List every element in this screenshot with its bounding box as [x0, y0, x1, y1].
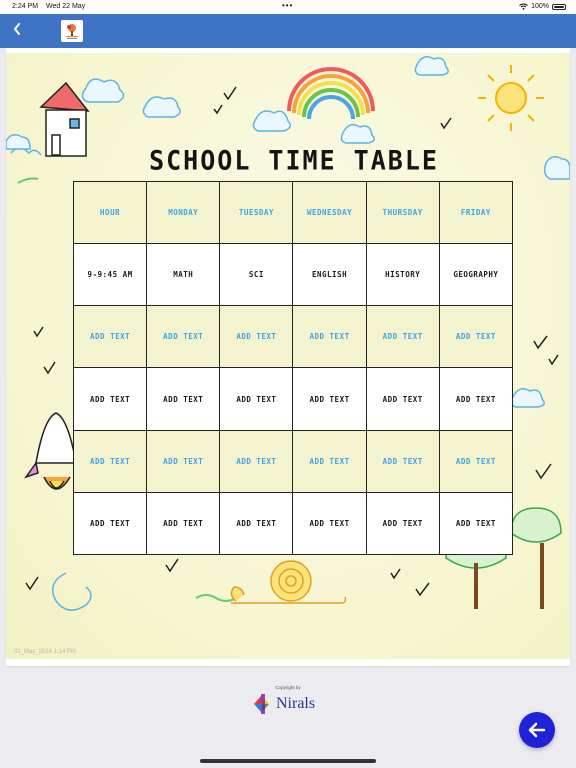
table-cell: ENGLISH	[293, 244, 366, 306]
snail-doodle	[231, 561, 346, 603]
table-cell: ADD TEXT	[366, 368, 439, 430]
timetable-grid	[73, 181, 513, 555]
timetable-title: SCHOOL TIME TABLE	[149, 145, 439, 176]
table-header-row	[74, 182, 513, 244]
table-cell: MATH	[147, 244, 220, 306]
table-cell: ADD TEXT	[147, 368, 220, 430]
table-row	[74, 492, 513, 554]
brand-logo	[252, 690, 315, 718]
table-cell: ADD TEXT	[293, 492, 366, 554]
table-cell: ADD TEXT	[220, 492, 293, 554]
battery-percent: 100%	[531, 3, 549, 10]
table-cell: ADD TEXT	[74, 306, 147, 368]
wifi-icon	[519, 3, 528, 10]
table-cell: ADD TEXT	[293, 430, 366, 492]
table-cell: ADD TEXT	[147, 306, 220, 368]
table-cell: ADD TEXT	[366, 492, 439, 554]
arrow-left-icon	[528, 722, 546, 738]
top-navbar	[0, 14, 576, 48]
chevron-left-icon	[12, 22, 22, 36]
school-logo	[61, 20, 83, 42]
post-timestamp: 01_May_2024 1:14 PM	[14, 649, 77, 655]
table-cell: 9-9:45 AM	[74, 244, 147, 306]
table-row	[74, 430, 513, 492]
table-cell: SCI	[220, 244, 293, 306]
multitasking-dots-icon[interactable]: •••	[282, 1, 294, 10]
table-cell: ADD TEXT	[366, 430, 439, 492]
table-cell: ADD TEXT	[366, 306, 439, 368]
header-wednesday: WEDNESDAY	[293, 182, 366, 244]
home-indicator[interactable]	[200, 759, 376, 763]
rainbow-doodle	[289, 69, 373, 119]
timetable-poster	[6, 53, 570, 659]
status-date: Wed 22 May	[46, 3, 86, 10]
status-bar	[0, 0, 576, 14]
header-monday: MONDAY	[147, 182, 220, 244]
table-row	[74, 244, 513, 306]
table-cell: ADD TEXT	[439, 492, 512, 554]
table-cell: ADD TEXT	[439, 430, 512, 492]
table-cell: ADD TEXT	[293, 368, 366, 430]
table-cell: HISTORY	[366, 244, 439, 306]
nirals-logo-icon	[252, 692, 274, 716]
header-tuesday: TUESDAY	[220, 182, 293, 244]
status-right	[519, 3, 566, 10]
copyright-label: Copyright by	[275, 685, 301, 690]
table-cell: ADD TEXT	[220, 368, 293, 430]
back-fab-button[interactable]	[519, 712, 555, 748]
header-hour: HOUR	[74, 182, 147, 244]
table-row	[74, 306, 513, 368]
table-cell: ADD TEXT	[147, 492, 220, 554]
table-cell: ADD TEXT	[74, 430, 147, 492]
table-cell: ADD TEXT	[220, 306, 293, 368]
table-cell: ADD TEXT	[220, 430, 293, 492]
table-cell: GEOGRAPHY	[439, 244, 512, 306]
back-button[interactable]	[12, 21, 30, 41]
school-logo-icon	[63, 22, 81, 40]
table-cell: ADD TEXT	[74, 492, 147, 554]
status-time: 2:24 PM	[12, 3, 39, 10]
header-thursday: THURSDAY	[366, 182, 439, 244]
table-cell: ADD TEXT	[293, 306, 366, 368]
table-row	[74, 368, 513, 430]
post-card	[6, 48, 570, 666]
table-cell: ADD TEXT	[439, 306, 512, 368]
table-cell: ADD TEXT	[439, 368, 512, 430]
brand-name: Nirals	[276, 695, 316, 712]
sun-doodle	[478, 65, 544, 131]
table-cell: ADD TEXT	[147, 430, 220, 492]
header-friday: FRIDAY	[439, 182, 512, 244]
table-cell: ADD TEXT	[74, 368, 147, 430]
battery-icon	[552, 4, 566, 10]
